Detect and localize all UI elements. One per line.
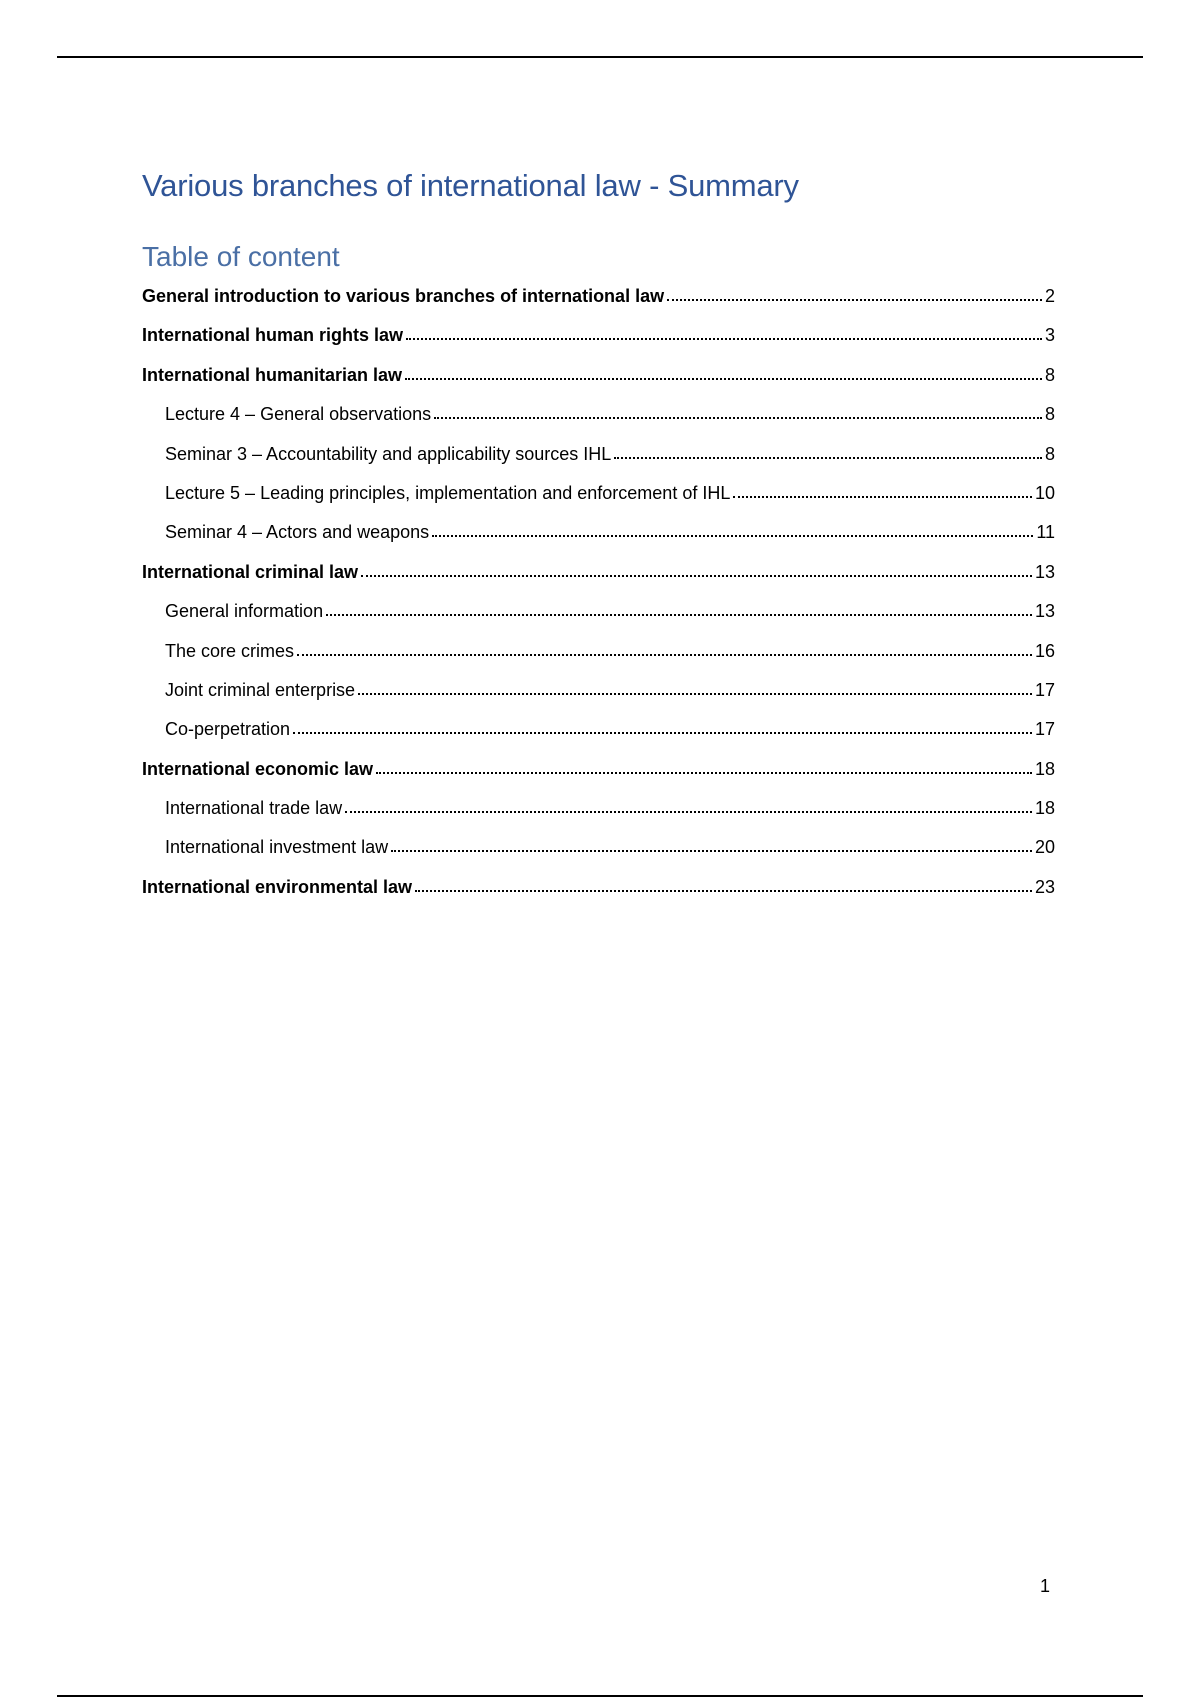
toc-dot-leader [391, 850, 1032, 852]
toc-entry-title: International economic law [142, 758, 374, 779]
toc-entry[interactable] [142, 635, 1055, 674]
toc-entry-title: International human rights law [142, 325, 404, 346]
toc-entry-page: 17 [1034, 679, 1055, 700]
toc-entry-page: 13 [1034, 561, 1055, 582]
toc-entry-page: 20 [1034, 837, 1055, 858]
document-title: Various branches of international law - Summary [142, 168, 799, 203]
toc-dot-leader [406, 338, 1042, 340]
toc-entry-title: Co-perpetration [165, 719, 291, 740]
toc-entry[interactable] [142, 359, 1055, 398]
toc-entry-title: Lecture 5 – Leading principles, implementation and enforcement of IHL [165, 482, 731, 503]
toc-entry-page: 2 [1044, 286, 1055, 306]
toc-entry-page: 16 [1034, 640, 1055, 661]
footer-rule [57, 1695, 1143, 1697]
toc-entry-title: General introduction to various branches of international law [142, 286, 665, 306]
toc-entry-title: The core crimes [165, 640, 295, 661]
toc-entry[interactable] [142, 398, 1055, 437]
toc-heading: Table of content [142, 241, 340, 272]
toc-entry-page: 8 [1044, 443, 1055, 464]
toc-entry-title: International environmental law [142, 876, 413, 897]
toc-entry[interactable] [142, 516, 1055, 555]
toc-entry-title: Lecture 4 – General observations [165, 404, 432, 425]
toc-dot-leader [345, 811, 1032, 813]
toc-entry[interactable] [142, 674, 1055, 713]
toc-entry-page: 3 [1044, 325, 1055, 346]
toc-entry-title: International humanitarian law [142, 364, 403, 385]
toc-entry[interactable] [142, 871, 1055, 910]
toc-entry[interactable] [142, 477, 1055, 516]
table-of-contents [142, 280, 1055, 910]
toc-dot-leader [293, 732, 1032, 734]
toc-entry[interactable] [142, 753, 1055, 792]
toc-entry-page: 23 [1034, 876, 1055, 897]
toc-entry[interactable] [142, 438, 1055, 477]
toc-dot-leader [733, 496, 1032, 498]
toc-entry-page: 13 [1034, 601, 1055, 622]
toc-entry-title: Seminar 4 – Actors and weapons [165, 522, 430, 543]
toc-dot-leader [434, 417, 1042, 419]
toc-dot-leader [297, 654, 1032, 656]
toc-dot-leader [405, 378, 1042, 380]
toc-entry-title: International criminal law [142, 561, 359, 582]
toc-entry-title: General information [165, 601, 324, 622]
toc-entry[interactable] [142, 556, 1055, 595]
toc-dot-leader [361, 575, 1032, 577]
toc-entry[interactable] [142, 792, 1055, 831]
toc-entry-page: 17 [1034, 719, 1055, 740]
toc-entry-title: International investment law [165, 837, 389, 858]
toc-entry-page: 8 [1044, 364, 1055, 385]
toc-entry[interactable] [142, 713, 1055, 752]
toc-dot-leader [667, 299, 1042, 301]
toc-entry-page: 18 [1034, 798, 1055, 819]
toc-dot-leader [415, 890, 1032, 892]
toc-entry[interactable] [142, 831, 1055, 870]
toc-entry[interactable] [142, 595, 1055, 634]
toc-entry-title: Joint criminal enterprise [165, 679, 356, 700]
page-number: 1 [1040, 1576, 1051, 1596]
toc-entry-page: 8 [1044, 404, 1055, 425]
toc-entry-page: 11 [1036, 522, 1055, 543]
toc-entry-title: Seminar 3 – Accountability and applicability sources IHL [165, 443, 612, 464]
header-rule [57, 56, 1143, 58]
toc-entry-page: 18 [1034, 758, 1055, 779]
toc-dot-leader [358, 693, 1032, 695]
toc-dot-leader [614, 457, 1042, 459]
toc-dot-leader [326, 614, 1032, 616]
toc-entry-page: 10 [1034, 482, 1055, 503]
toc-dot-leader [432, 535, 1033, 537]
toc-entry[interactable] [142, 319, 1055, 358]
toc-entry[interactable] [142, 280, 1055, 319]
toc-dot-leader [376, 772, 1032, 774]
toc-entry-title: International trade law [165, 798, 343, 819]
